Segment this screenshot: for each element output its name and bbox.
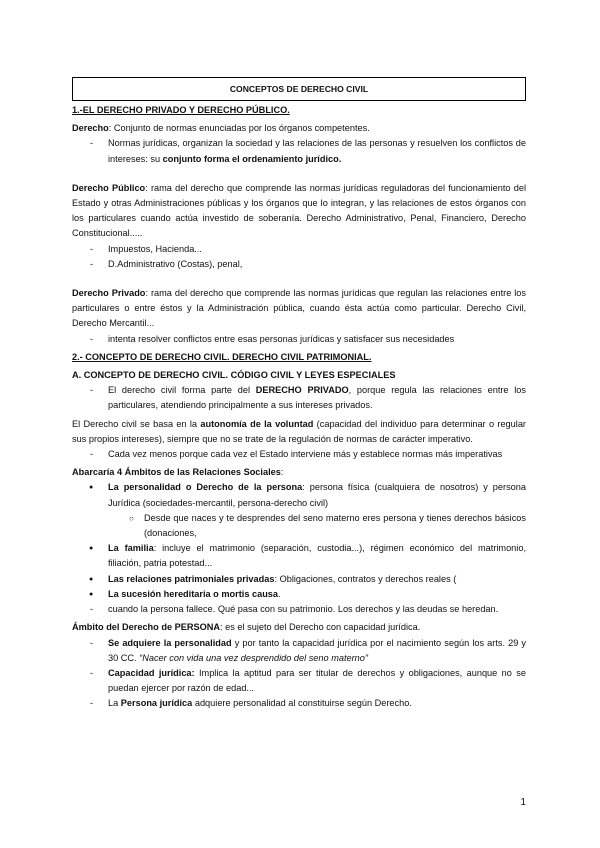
- section-2a-subheading: A. CONCEPTO DE DERECHO CIVIL. CÓDIGO CIVIL Y LEYES ESPECIALES: [72, 370, 396, 381]
- derecho-term: Derecho: [72, 123, 109, 134]
- ambito-persona-subitem: ○ Desde que naces y te desprendes del seno materno eres persona y tienes derechos básicos (donaciones,: [72, 511, 526, 541]
- derecho-privado-term: Derecho Privado: [72, 288, 146, 299]
- ambito-patrimoniales: ● Las relaciones patrimoniales privadas: Obligaciones, contratos y derechos reales (: [72, 572, 526, 587]
- page-number: 1: [520, 797, 526, 808]
- derecho-privado-paragraph: Derecho Privado: rama del derecho que comprende las normas jurídicas que regulan las relaciones entre los particulares o entre éstos y la Administración pública, cuando ésta actúa como particular. Derecho Civil, Derecho Mercantil...: [72, 288, 527, 329]
- civil-item-1: - El derecho civil forma parte del DERECHO PRIVADO, porque regula las relaciones entre los particulares, atendiendo principalmente a sus intereses privados.: [72, 383, 526, 413]
- persona-heading: Ámbito del Derecho de PERSONA: es el sujeto del Derecho con capacidad jurídica.: [72, 622, 421, 633]
- derecho-definition: Derecho: Conjunto de normas enunciadas por los órganos competentes.: [72, 123, 370, 134]
- section-1-heading: 1.-EL DERECHO PRIVADO Y DERECHO PÚBLICO.: [72, 105, 290, 115]
- publico-item-1: - Impuestos, Hacienda...: [72, 242, 526, 257]
- civil-item-2: - Cada vez menos porque cada vez el Estado interviene más y establece normas más imperativas: [72, 447, 526, 462]
- persona-item-3: - La Persona jurídica adquiere personalidad al constituirse según Derecho.: [72, 696, 526, 711]
- ambito-familia: ● La familia: incluye el matrimonio (separación, custodia...), régimen económico del matrimonio, filiación, patria potestad...: [72, 541, 526, 571]
- persona-item-1: - Se adquiere la personalidad y por tanto la capacidad jurídica por el nacimiento según los arts. 29 y 30 CC. “Nacer con vida una vez desprendido del seno materno”: [72, 636, 526, 666]
- ambito-sucesion: ● La sucesión hereditaria o mortis causa.: [72, 587, 526, 602]
- publico-item-2: - D.Administrativo (Costas), penal,: [72, 257, 526, 272]
- derecho-publico-paragraph: Derecho Público: rama del derecho que comprende las normas jurídicas reguladoras del funcionamiento del Estado y otras Administraciones públicas y los órganos que lo integran, y las relaciones de estos órganos con los particulares cuando actúa investido de soberanía. Derecho Administrativo, Penal, Financiero, Derecho Constitucional.....: [72, 182, 526, 239]
- derecho-publico-term: Derecho Público: [72, 182, 146, 193]
- document-body: [72, 103, 526, 712]
- section-2-heading: 2.- CONCEPTO DE DERECHO CIVIL. DERECHO CIVIL PATRIMONIAL.: [72, 351, 372, 362]
- persona-item-2: - Capacidad jurídica: Implica la aptitud para ser titular de derechos y obligaciones, aunque no se puedan ejercer por razón de edad...: [72, 666, 526, 696]
- privado-item-1: - intenta resolver conflictos entre esas personas jurídicas y satisfacer sus necesidades: [72, 332, 526, 347]
- ambito-persona: ● La personalidad o Derecho de la persona: persona física (cualquiera de nosotros) y persona Jurídica (sociedades-mercantil, persona-derecho civil): [72, 480, 526, 510]
- derecho-item: - Normas jurídicas, organizan la sociedad y las relaciones de las personas y resuelven los conflictos de intereses: su conjunto forma el ordenamiento jurídico.: [72, 136, 526, 166]
- autonomia-paragraph: El Derecho civil se basa en la autonomía de la voluntad (capacidad del individuo para determinar o regular sus propios intereses), siempre que no se trate de la regulación de normas de carácter imperativo.: [72, 418, 526, 444]
- sucesion-item: - cuando la persona fallece. Qué pasa con su patrimonio. Los derechos y las deudas se heredan.: [72, 602, 526, 617]
- document-title: CONCEPTOS DE DERECHO CIVIL: [72, 77, 526, 101]
- ambitos-heading: Abarcaría 4 Ámbitos de las Relaciones Sociales:: [72, 467, 284, 478]
